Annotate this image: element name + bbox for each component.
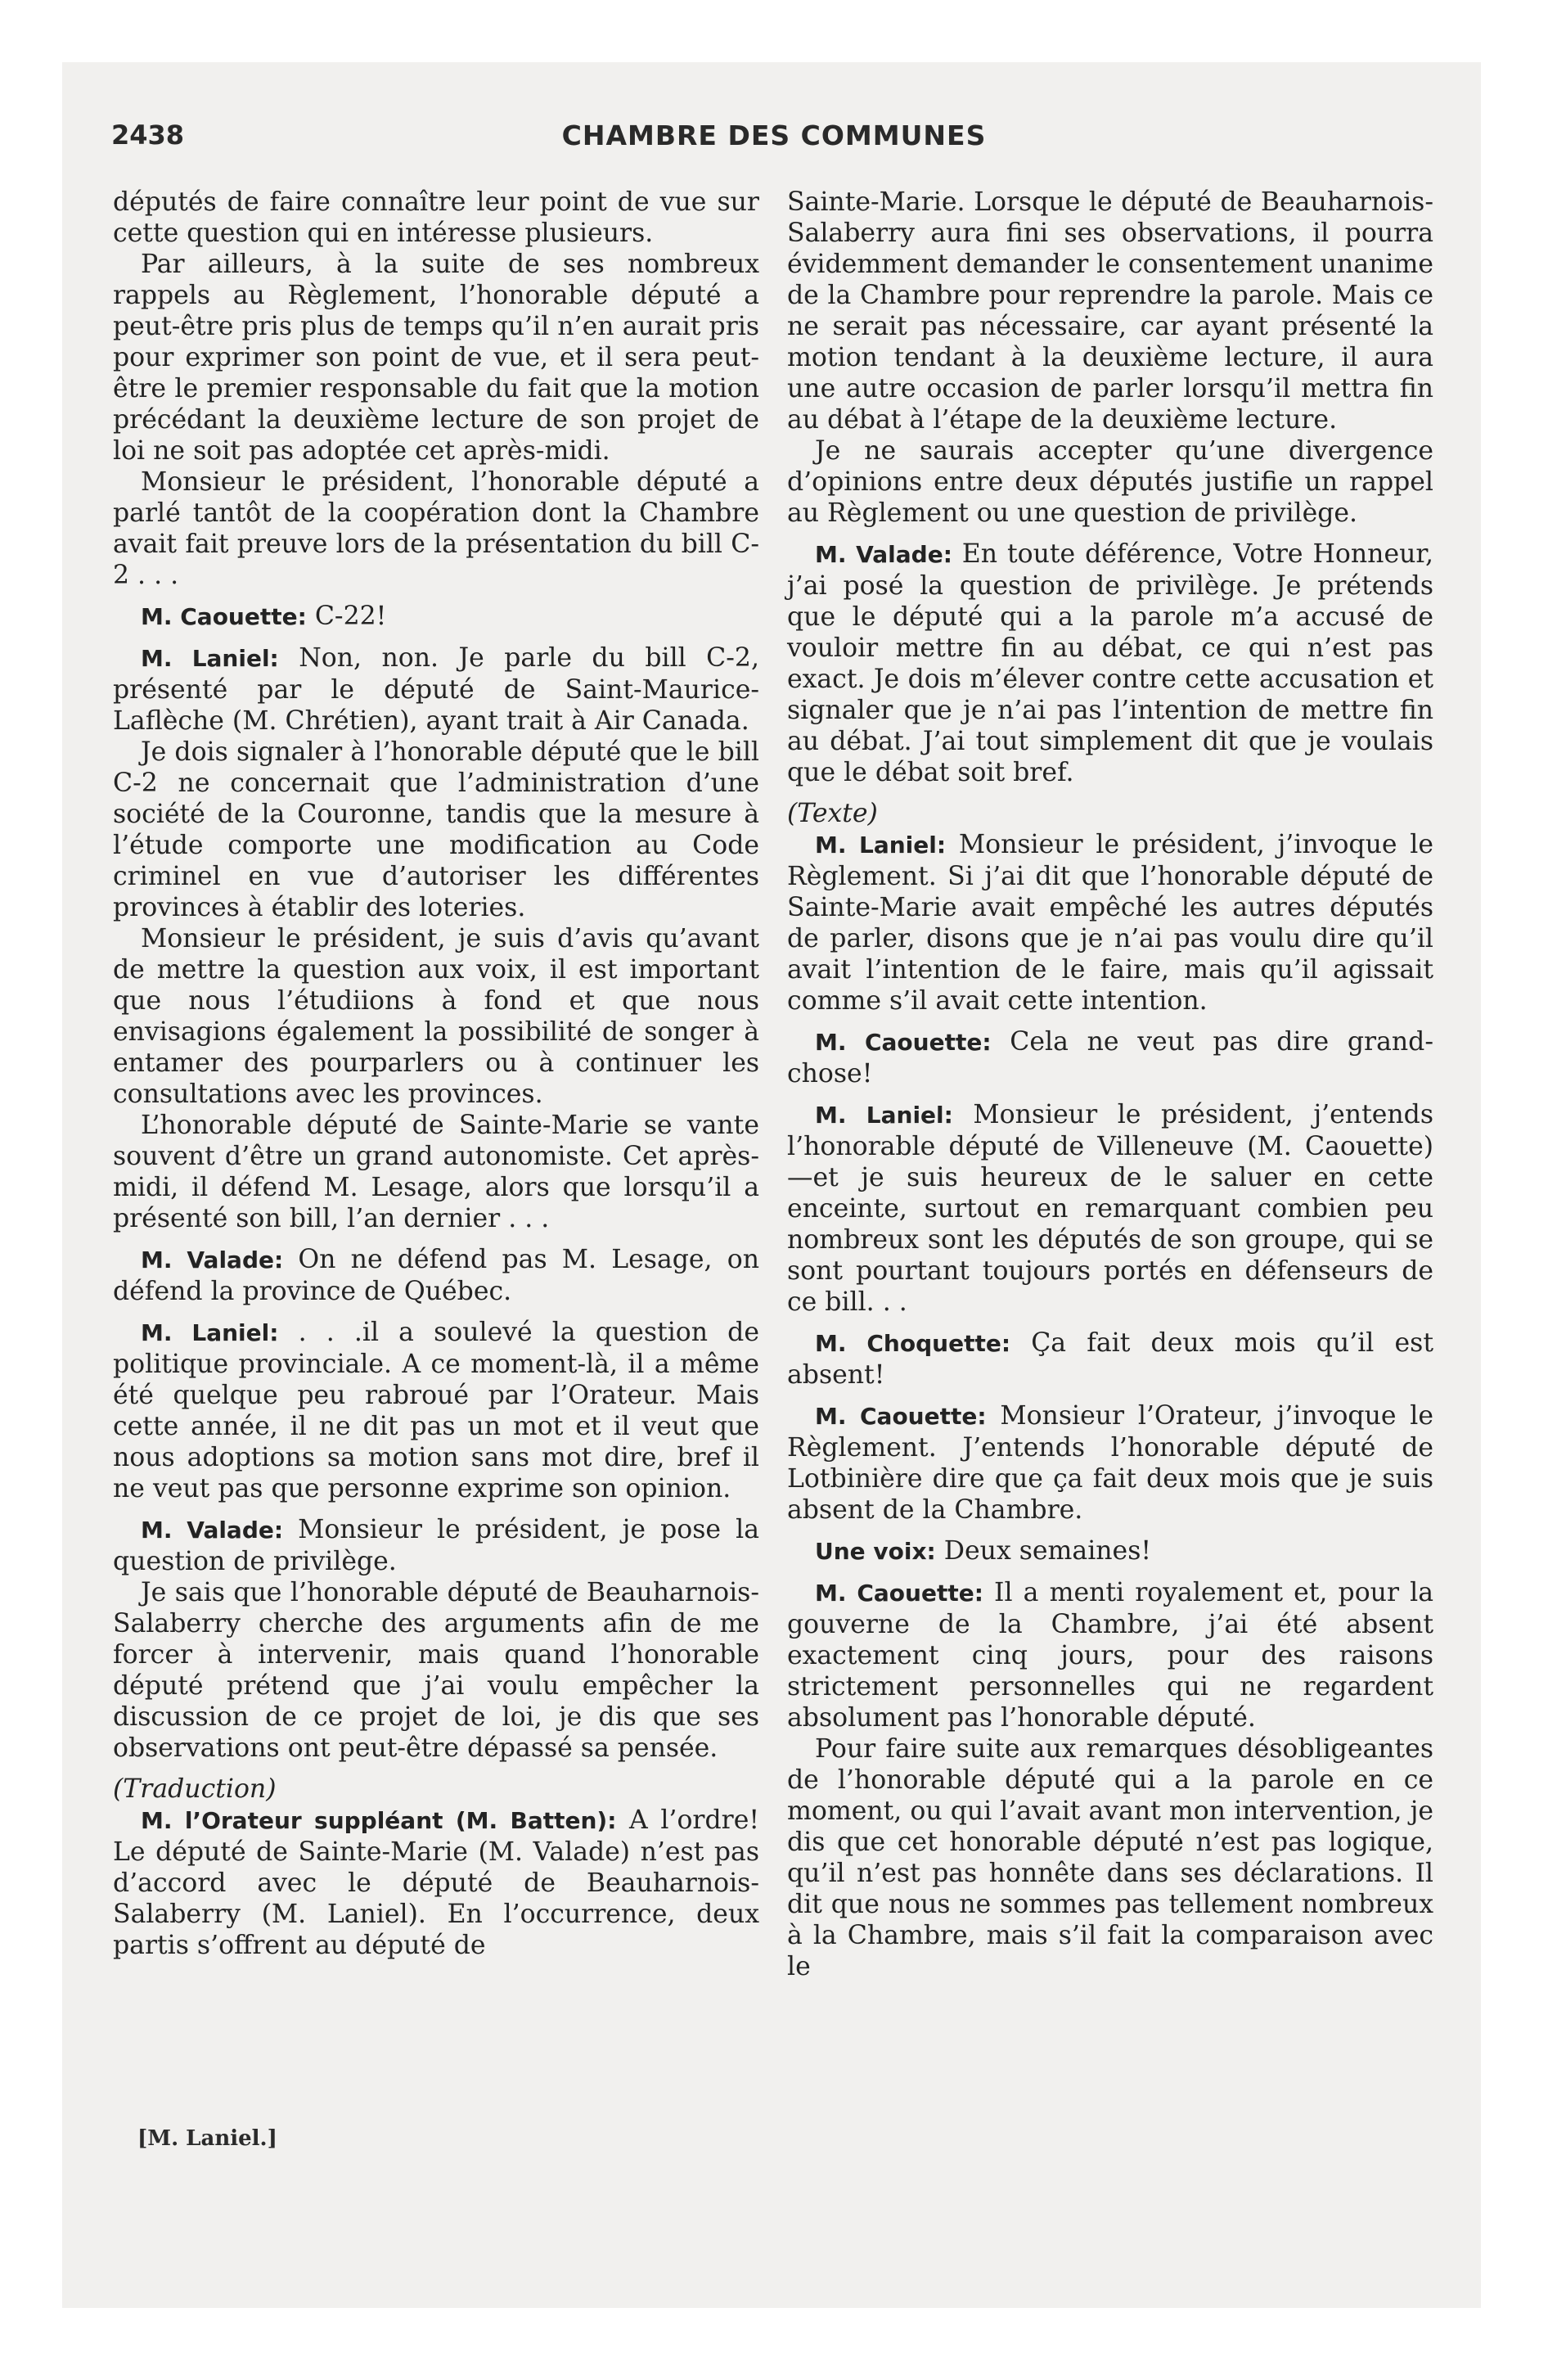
paragraph-text: Monsieur le président, je pose la question de privilège. [113,1515,759,1576]
paragraph [787,1099,1433,1318]
paragraph [113,1774,759,1805]
paragraph-text: . . .il a soulevé la question de politique provinciale. A ce moment-là, il a même été quelque peu rabroué par l’Orateur. Mais cette année, il ne dit pas un mot et il veut que nous adoptions sa motion sans mot dire, bref il ne veut pas que personne exprime son opinion. [113,1318,759,1503]
running-title: CHAMBRE DES COMMUNES [561,119,987,151]
paragraph-text: Par ailleurs, à la suite de ses nombreux rappels au Règlement, l’honorable député a peut-être pris plus de temps qu’il n’en aurait pris pour exprimer son point de vue, et il sera peut-être le premier responsable du fait que la motion précédant la deuxième lecture de son projet de loi ne soit pas adoptée cet après-midi. [113,250,759,466]
speaker-name: Une voix: [815,1538,936,1565]
paragraph-text: Pour faire suite aux remarques désobligeantes de l’honorable député qui a la parole en ce moment, ou qui l’avait avant mon intervention, je dis que cet honorable député n’est pas logique, qu’il n’est pas honnête dans ses déclarations. Il dit que nous ne sommes pas tellement nombreux à la Chambre, mais s’il fait la comparaison avec le [787,1734,1433,1981]
speaker-name: M. Laniel: [141,645,279,672]
paragraph-text: Je ne saurais accepter qu’une divergence d’opinions entre deux députés justifie un rappel au Règlement ou une question de privilège. [787,436,1433,528]
speaker-name: M. Valade: [141,1517,284,1544]
paragraph-text: Je sais que l’honorable député de Beauharnois-Salaberry cherche des arguments afin de me forcer à intervenir, mais quand l’honorable député prétend que j’ai voulu empêcher la discussion de ce projet de loi, je dis que ses observations ont peut-être dépassé sa pensée. [113,1578,759,1763]
paragraph [787,1535,1433,1567]
paragraph [787,1577,1433,1733]
paragraph [787,435,1433,529]
paragraph-text: Monsieur l’Orateur, j’invoque le Règlement. J’entends l’honorable député de Lotbinière dire que ça fait deux mois que je suis absent de la Chambre. [787,1401,1433,1525]
paragraph-text: Monsieur le président, j’invoque le Règlement. Si j’ai dit que l’honorable député de Sainte-Marie avait empêché les autres députés de parler, disons que je n’ai pas voulu dire qu’il avait l’intention de le faire, mais qu’il agissait comme s’il avait cette intention. [787,830,1433,1016]
paragraph-text: Monsieur le président, je suis d’avis qu’avant de mettre la question aux voix, il est important que nous l’étudiions à fond et que nous envisagions également la possibilité de songer à entamer des pourparlers ou à continuer les consultations avec les provinces. [113,924,759,1109]
paragraph-text: Deux semaines! [943,1536,1152,1566]
paragraph-text: (Texte) [787,799,878,828]
paragraph [787,1400,1433,1526]
paragraph [787,798,1433,829]
paragraph-text: Monsieur le président, j’entends l’honorable député de Villeneuve (M. Caouette)—et je suis heureux de le saluer en cette enceinte, surtout en remarquant combien peu nombreux sont les députés de son groupe, qui se sont pourtant toujours portés en défenseurs de ce bill. . . [787,1100,1433,1317]
speaker-name: M. Valade: [141,1246,284,1273]
paragraph-text: Non, non. Je parle du bill C-2, présenté par le député de Saint-Maurice-Laflèche (M. Chrétien), ayant trait à Air Canada. [113,643,759,736]
paragraph [113,923,759,1110]
speaker-name: M. Laniel: [141,1319,279,1346]
paragraph-text: Sainte-Marie. Lorsque le député de Beauharnois-Salaberry aura fini ses observations, il pourra évidemment demander le consentement unanime de la Chambre pour reprendre la parole. Mais ce ne serait pas nécessaire, car ayant présenté la motion tendant à la deuxième lecture, il aura une autre occasion de parler lorsqu’il mettra fin au débat à l’étape de la deuxième lecture. [787,187,1433,435]
paragraph [787,1327,1433,1391]
speaker-name: M. Valade: [815,541,952,568]
paragraph [113,187,759,249]
paragraph [113,1514,759,1577]
paragraph-text: L’honorable député de Sainte-Marie se vante souvent d’être un grand autonomiste. Cet après-midi, il défend M. Lesage, alors que lorsqu’il a présenté son bill, l’an dernier . . . [113,1111,759,1233]
speaker-name: M. Laniel: [815,832,947,859]
paragraph [787,539,1433,788]
paragraph [113,467,759,591]
paragraph-text: Ça fait deux mois qu’il est absent! [787,1328,1433,1390]
paragraph [113,1805,759,1961]
footer-speaker-tag: [M. Laniel.] [137,2126,277,2151]
paragraph-text: (Traduction) [113,1774,277,1804]
paragraph [787,187,1433,435]
paragraph [113,601,759,633]
right-column [787,187,1433,1982]
paragraph-text: En toute déférence, Votre Honneur, j’ai posé la question de privilège. Je prétends que le député qui a la parole m’a accusé de vouloir mettre fin au débat, ce qui n’est pas exact. Je dois m’élever contre cette accusation et signaler que je n’ai pas l’intention de mettre fin au débat. J’ai tout simplement dit que je voulais que le débat soit bref. [787,539,1433,787]
paragraph-text: A l’ordre! Le député de Sainte-Marie (M. Valade) n’est pas d’accord avec le député de Beauharnois-Salaberry (M. Laniel). En l’occurrence, deux partis s’offrent au député de [113,1805,759,1960]
paragraph-text: Monsieur le président, l’honorable député a parlé tantôt de la coopération dont la Chambre avait fait preuve lors de la présentation du bill C-2 . . . [113,467,759,590]
paragraph [113,642,759,737]
paragraph-text: Cela ne veut pas dire grand-chose! [787,1027,1433,1089]
paragraph-text: Il a menti royalement et, pour la gouverne de la Chambre, j’ai été absent exactement cinq jours, pour des raisons strictement personnelles qui ne regardent absolument pas l’honorable député. [787,1578,1433,1733]
paragraph [113,1110,759,1234]
paragraph-text: Je dois signaler à l’honorable député que le bill C-2 ne concernait que l’administration d’une société de la Couronne, tandis que la mesure à l’étude comporte une modification au Code criminel en vue d’autoriser les différentes provinces à établir des loteries. [113,737,759,922]
left-column [113,187,759,1961]
speaker-name: M. Caouette: [815,1580,983,1607]
speaker-name: M. Caouette: [815,1403,987,1430]
paragraph [787,1733,1433,1982]
paragraph [113,1244,759,1307]
speaker-name: M. Caouette: [815,1029,992,1056]
paragraph [787,829,1433,1016]
paragraph [113,1577,759,1764]
page-number: 2438 [111,119,185,151]
paragraph [787,1026,1433,1089]
paragraph-text: C-22! [314,602,387,631]
paragraph-text: On ne défend pas M. Lesage, on défend la province de Québec. [113,1245,759,1306]
paragraph [113,1317,759,1504]
paragraph [113,737,759,923]
speaker-name: M. Choquette: [815,1330,1011,1357]
speaker-name: M. l’Orateur suppléant (M. Batten): [141,1807,617,1834]
speaker-name: M. Caouette: [141,603,307,630]
paragraph-text: députés de faire connaître leur point de vue sur cette question qui en intéresse plusieurs. [113,187,759,248]
speaker-name: M. Laniel: [815,1102,953,1129]
paragraph [113,249,759,467]
